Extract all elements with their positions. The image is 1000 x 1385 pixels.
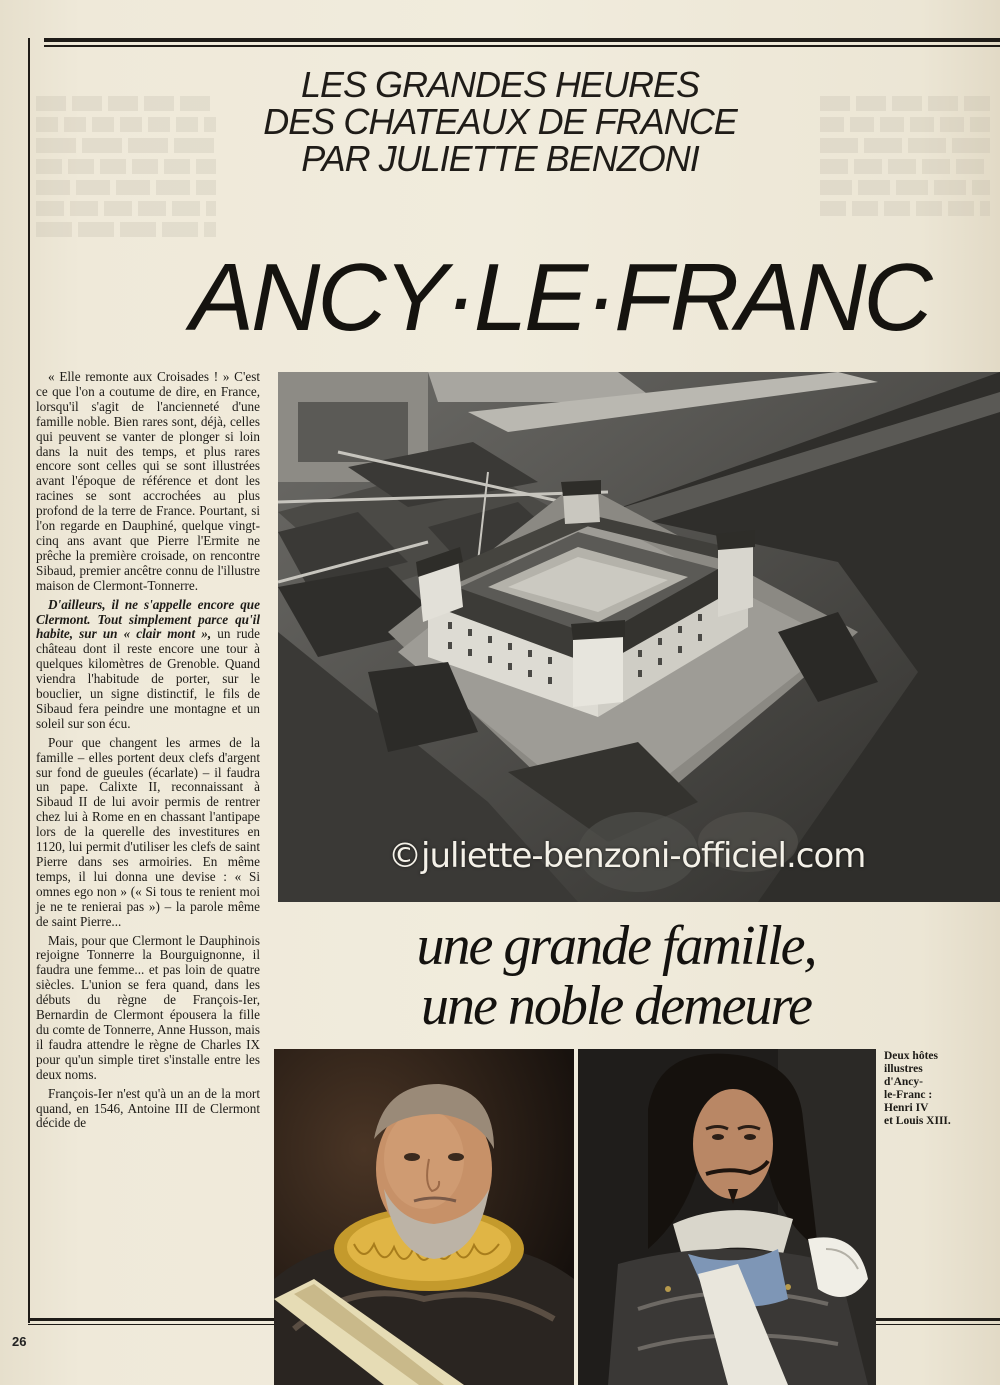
series-kicker bbox=[200, 66, 800, 177]
kicker-line-2: DES CHATEAUX DE FRANCE bbox=[263, 101, 737, 142]
bottom-rule-right-thick bbox=[876, 1318, 1000, 1321]
caption-line-2: illustres bbox=[884, 1063, 923, 1075]
paragraph-2-lead: D'ailleurs, il ne s'appelle encore que Clermont. Tout simplement parce qu'il habite, sur un « clair mont », bbox=[36, 596, 260, 642]
caption-line-6: et Louis XIII. bbox=[884, 1115, 951, 1127]
bottom-rule-right-thin bbox=[876, 1324, 1000, 1325]
article-body-column bbox=[36, 370, 260, 1135]
caption-line-1: Deux hôtes bbox=[884, 1050, 938, 1062]
paragraph-3: Pour que changent les armes de la famille – elles portent deux clefs d'argent sur fond de gueules (écarlate) – il faudra un pape. Calixte II, reconnaissant à Sibaud II de lui avoir permis de rentrer chez lui à Rome en en chassant l'antipape lors de la querelle des investitures en 1120, lui permit d'utiliser les clefs de saint Pierre dans ses armoiries. En même temps, il lui donna une devise : « Si omnes ego non » (« Si tous te renient moi je ne te renierai pas ») – la parole même de saint Pierre... bbox=[36, 734, 260, 929]
bottom-rule-thin bbox=[28, 1324, 278, 1325]
left-rule bbox=[28, 38, 30, 1323]
caption-line-5: Henri IV bbox=[884, 1102, 929, 1114]
caption-line-3: d'Ancy- bbox=[884, 1076, 923, 1088]
paragraph-4: Mais, pour que Clermont le Dauphinois rejoigne Tonnerre la Bourguignonne, il faudra une femme... et pas loin de quatre siècles. L'union se fera quand, dans les débuts du règne de François-Ier, Bernardin de Clermont épousera la fille du comte de Tonnerre, Anne Husson, mais il faudra attendre le règne de Charles IX pour qu'un simple tiret s'installe entre les deux noms. bbox=[36, 932, 260, 1082]
aerial-chateau-photo bbox=[278, 372, 1000, 902]
portrait-louis-xiii bbox=[578, 1049, 876, 1385]
caption-line-4: le-Franc : bbox=[884, 1089, 933, 1101]
subtitle-line-2: une noble demeure bbox=[421, 975, 811, 1037]
subtitle-line-1: une grande famille, bbox=[416, 915, 816, 977]
henri-iv-painting bbox=[274, 1049, 574, 1385]
article-title: ANCY·LE·FRANC bbox=[190, 244, 930, 351]
louis-xiii-painting bbox=[578, 1049, 876, 1385]
article-subtitle bbox=[346, 916, 886, 1036]
paragraph-5: François-Ier n'est qu'à un an de la mort quand, en 1546, Antoine III de Clermont décide de bbox=[36, 1085, 260, 1131]
kicker-line-3: PAR JULIETTE BENZONI bbox=[301, 138, 699, 179]
portrait-caption bbox=[884, 1050, 984, 1128]
paragraph-1: « Elle remonte aux Croisades ! » C'est ce que l'on a coutume de dire, en France, lorsqu'il s'agit de l'ancienneté d'une famille noble. Bien rares sont, déjà, celles qui peuvent se vanter de plonger si loin dans la nuit des temps, et plus rares encore sont celles qui se sont illustrées avant l'époque de référence et dont les racines se sont accrochées au plus profond de la terre de France. Pourtant, si l'on regarde en Dauphiné, quelque vingt-cinq ans avant que Pierre l'Ermite ne prêche la première croisade, on rencontre Sibaud, premier ancêtre connu de l'illustre maison de Clermont-Tonnerre. bbox=[36, 369, 260, 593]
chateau-aerial-illustration bbox=[278, 372, 1000, 902]
bottom-rule-thick bbox=[28, 1318, 278, 1321]
bleed-through-text-left bbox=[36, 96, 216, 346]
paragraph-2-rest: un rude château dont il reste encore une tour à quelques kilomètres de Grenoble. Quand viendra l'habitude de porter, sur le bouclier, un signe distinctif, le fils de Sibaud fera peindre une montagne et un soleil sur son écu. bbox=[36, 626, 260, 731]
copyright-watermark: ©juliette-benzoni-officiel.com bbox=[388, 836, 866, 876]
portrait-henri-iv bbox=[274, 1049, 574, 1385]
kicker-line-1: LES GRANDES HEURES bbox=[300, 64, 700, 105]
top-rule-thick bbox=[44, 38, 1000, 42]
top-rule-thin bbox=[44, 45, 1000, 47]
page-number: 26 bbox=[12, 1334, 27, 1349]
paragraph-2 bbox=[36, 598, 260, 732]
